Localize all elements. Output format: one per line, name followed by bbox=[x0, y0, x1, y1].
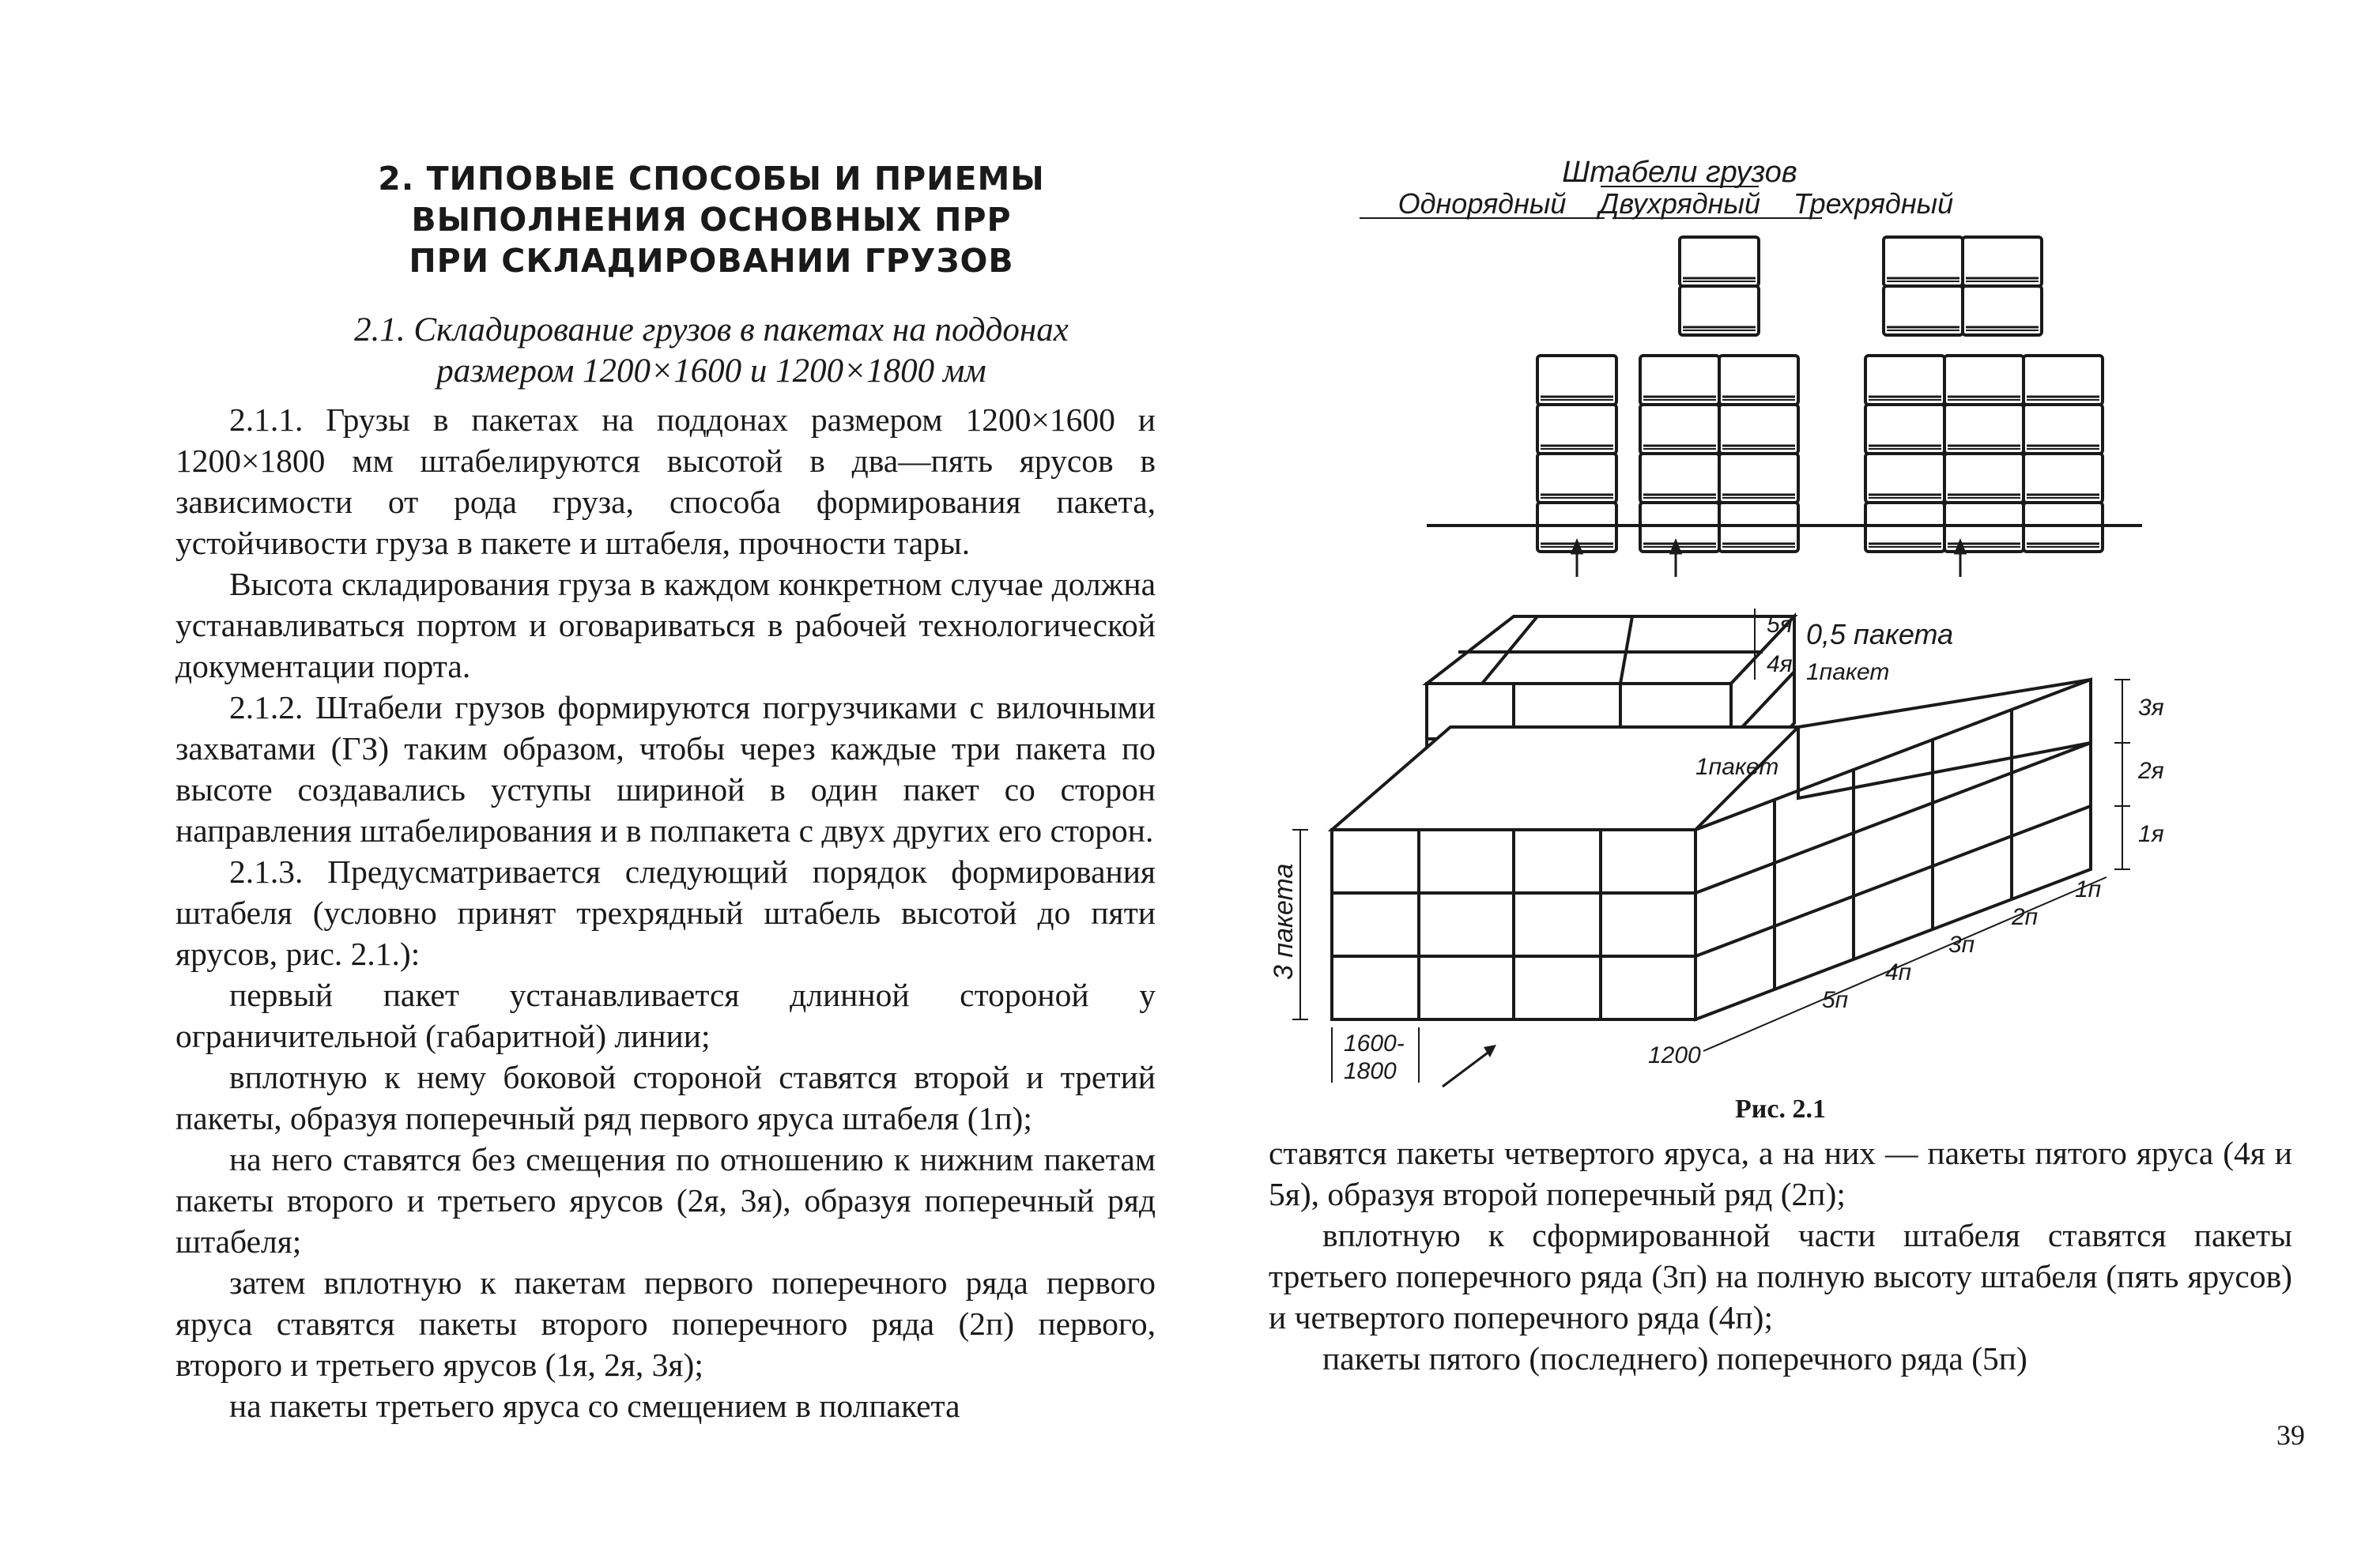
triple-row-stack bbox=[1865, 237, 2103, 552]
section-title-line-2: ВЫПОЛНЕНИЯ ОСНОВНЫХ ПРР bbox=[411, 201, 1012, 239]
subsection-title bbox=[237, 310, 1186, 392]
left-body-text bbox=[175, 399, 1156, 1426]
label-dim-1800: 1800 bbox=[1344, 1058, 1397, 1084]
figure-2-1 bbox=[1190, 0, 2380, 1146]
paragraph: 2.1.3. Предусматривается следующий порядок формирования штабеля (условно принят трехрядный штабель высотой до пяти ярусов, рис. 2.1.): bbox=[175, 853, 1156, 972]
label-row-4: 4п bbox=[1885, 959, 1912, 985]
paragraph: Высота складирования груза в каждом конкретном случае должна устанавливаться портом и оговариваться в рабочей технологической документации порта. bbox=[175, 566, 1156, 684]
label-double-row: Двухрядный bbox=[1598, 187, 1761, 220]
section-title bbox=[237, 158, 1186, 281]
paragraph: вплотную к нему боковой стороной ставятся второй и третий пакеты, образуя поперечный ряд первого яруса штабеля (1п); bbox=[175, 1059, 1156, 1136]
figure-header: Штабели грузов bbox=[1562, 156, 1797, 189]
label-dim-1200: 1200 bbox=[1648, 1042, 1701, 1068]
label-tier-5: 5я bbox=[1767, 612, 1793, 638]
right-page bbox=[1190, 0, 2380, 1541]
label-row-1: 1п bbox=[2075, 876, 2102, 902]
paragraph: первый пакет устанавливается длинной стороной у ограничительной (габаритной) линии; bbox=[175, 977, 1156, 1054]
paragraph: пакеты пятого (последнего) поперечного ряда (5п) bbox=[1322, 1340, 2027, 1377]
label-one-pack-mid: 1пакет bbox=[1695, 754, 1779, 780]
paragraph: ставятся пакеты четвертого яруса, а на них — пакеты пятого яруса (4я и 5я), образуя второй поперечный ряд (2п); bbox=[1269, 1135, 2292, 1212]
label-tier-2: 2я bbox=[2138, 758, 2164, 784]
label-one-pack-top: 1пакет bbox=[1806, 659, 1890, 685]
label-row-2: 2п bbox=[2012, 904, 2039, 930]
label-three-packs: 3 пакета bbox=[1269, 863, 1299, 980]
direction-arrow-bottom bbox=[1443, 1051, 1490, 1087]
label-dim-1600: 1600- bbox=[1344, 1030, 1405, 1057]
label-row-5: 5п bbox=[1822, 987, 1849, 1013]
section-title-line-1: 2. ТИПОВЫЕ СПОСОБЫ И ПРИЕМЫ bbox=[378, 160, 1045, 198]
right-body-text bbox=[1269, 1132, 2292, 1379]
isometric-stack bbox=[1332, 616, 2091, 1019]
subsection-title-line-2: размером 1200×1600 и 1200×1800 мм bbox=[436, 352, 986, 390]
single-row-stack bbox=[1537, 356, 1616, 552]
paragraph: 2.1.2. Штабели грузов формируются погрузчиками с вилочными захватами (ГЗ) таким образом, чтобы через каждые три пакета по высоте создавались уступы шириной в один пакет со сторон направления штабелирования и в полпакета с двух других его сторон. bbox=[175, 689, 1156, 849]
label-single-row: Однорядный bbox=[1397, 187, 1567, 220]
paragraph: на пакеты третьего яруса со смещением в полпакета bbox=[229, 1388, 960, 1424]
label-tier-4: 4я bbox=[1767, 651, 1793, 677]
paragraph: 2.1.1. Грузы в пакетах на поддонах размером 1200×1600 и 1200×1800 мм штабелируются высотой в два—пять ярусов в зависимости от рода груза, способа формирования пакета, устойчивости груза в пакете и штабеля, прочности тары. bbox=[175, 401, 1156, 561]
label-row-3: 3п bbox=[1948, 932, 1975, 958]
page-number: 39 bbox=[2276, 1419, 2305, 1451]
paragraph: на него ставятся без смещения по отношению к нижним пакетам пакеты второго и третьего ярусов (2я, 3я), образуя поперечный ряд штабеля; bbox=[175, 1141, 1156, 1260]
label-triple-row: Трехрядный bbox=[1793, 187, 1954, 220]
subsection-title-line-1: 2.1. Складирование грузов в пакетах на поддонах bbox=[354, 311, 1069, 349]
section-title-line-3: ПРИ СКЛАДИРОВАНИИ ГРУЗОВ bbox=[409, 242, 1014, 280]
label-tier-1: 1я bbox=[2138, 821, 2164, 847]
figure-caption: Рис. 2.1 bbox=[1735, 1095, 1826, 1124]
paragraph: затем вплотную к пакетам первого поперечного ряда первого яруса ставятся пакеты второго поперечного ряда (2п) первого, второго и третьего ярусов (1я, 2я, 3я); bbox=[175, 1264, 1156, 1383]
double-row-stack bbox=[1640, 237, 1798, 552]
label-tier-3: 3я bbox=[2138, 695, 2164, 721]
paragraph: вплотную к сформированной части штабеля ставятся пакеты третьего поперечного ряда (3п) на полную высоту штабеля (пять ярусов) и четвертого поперечного ряда (4п); bbox=[1269, 1217, 2292, 1336]
label-half-pack: 0,5 пакета bbox=[1806, 618, 1954, 650]
